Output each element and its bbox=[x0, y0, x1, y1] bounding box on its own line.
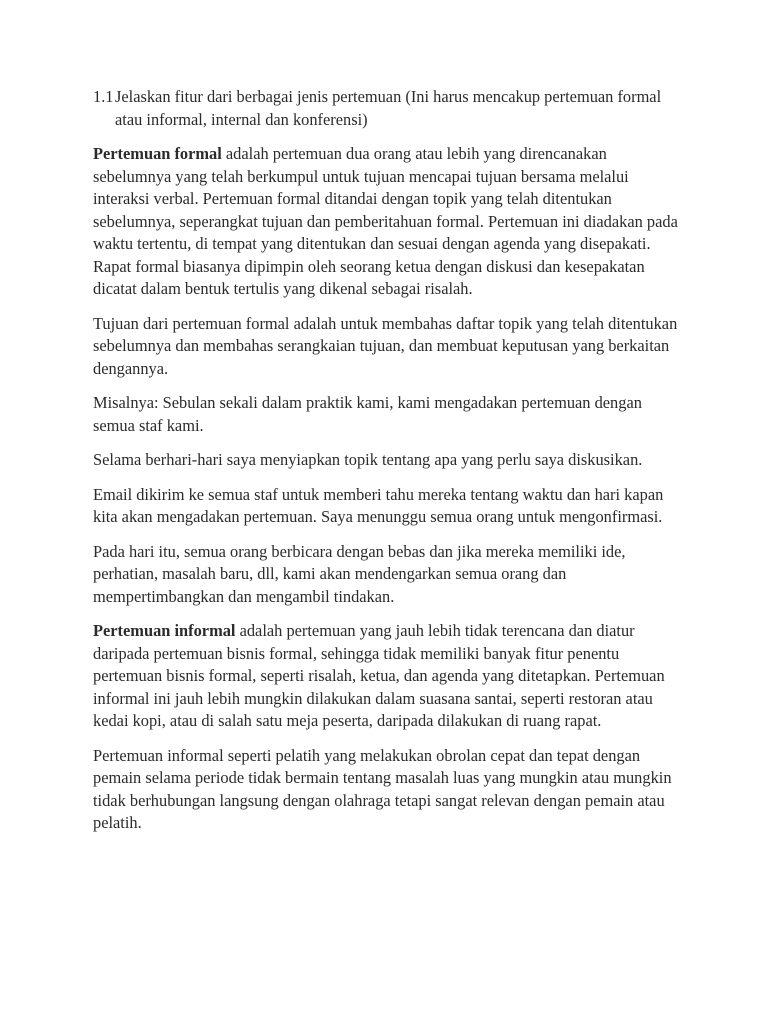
paragraph-informal-example bbox=[93, 745, 687, 835]
section-heading bbox=[93, 86, 687, 131]
paragraph-text: Pada hari itu, semua orang berbicara dengan bebas dan jika mereka memiliki ide, perhatian, masalah baru, dll, kami akan mendengarkan semua orang dan mempertimbangkan dan mengambil tindakan. bbox=[93, 541, 626, 606]
paragraph-preparation bbox=[93, 449, 687, 472]
section-heading-text: Jelaskan fitur dari berbagai jenis pertemuan (Ini harus mencakup pertemuan formal atau informal, internal dan konferensi) bbox=[115, 87, 662, 129]
paragraph-example bbox=[93, 392, 687, 437]
paragraph-text: adalah pertemuan yang jauh lebih tidak terencana dan diatur daripada pertemuan bisnis formal, sehingga tidak memiliki banyak fitur penentu pertemuan bisnis formal, seperti risalah, ketua, dan agenda yang ditetapkan. Pertemuan informal ini jauh lebih mungkin dilakukan dalam suasana santai, seperti restoran atau kedai kopi, atau di salah satu meja peserta, daripada dilakukan di ruang rapat. bbox=[93, 621, 665, 730]
paragraph-formal-purpose bbox=[93, 313, 687, 381]
document-page bbox=[93, 86, 687, 847]
paragraph-text: Selama berhari-hari saya menyiapkan topik tentang apa yang perlu saya diskusikan. bbox=[93, 450, 643, 469]
paragraph-text: Misalnya: Sebulan sekali dalam praktik kami, kami mengadakan pertemuan dengan semua staf kami. bbox=[93, 393, 642, 435]
section-number: 1.1 bbox=[93, 87, 114, 106]
paragraph-text: Tujuan dari pertemuan formal adalah untuk membahas daftar topik yang telah ditentukan sebelumnya dan membahas serangkaian tujuan, dan membuat keputusan yang berkaitan dengannya. bbox=[93, 313, 678, 378]
bold-term: Pertemuan informal bbox=[93, 621, 236, 640]
paragraph-email bbox=[93, 484, 687, 529]
paragraph-text: Pertemuan informal seperti pelatih yang melakukan obrolan cepat dan tepat dengan pemain selama periode tidak bermain tentang masalah luas yang mungkin atau mungkin tidak berhubungan langsung dengan olahraga tetapi sangat relevan dengan pemain atau pelatih. bbox=[93, 745, 672, 832]
bold-term: Pertemuan formal bbox=[93, 144, 222, 163]
paragraph-text: adalah pertemuan dua orang atau lebih yang direncanakan sebelumnya yang telah berkumpul untuk tujuan mencapai tujuan bersama melalui interaksi verbal. Pertemuan formal ditandai dengan topik yang telah ditentukan sebelumnya, seperangkat tujuan dan pemberitahuan formal. Pertemuan ini diadakan pada waktu tertentu, di tempat yang ditentukan dan sesuai dengan agenda yang disepakati. Rapat formal biasanya dipimpin oleh seorang ketua dengan diskusi dan kesepakatan dicatat dalam bentuk tertulis yang dikenal sebagai risalah. bbox=[93, 144, 678, 298]
paragraph-text: Email dikirim ke semua staf untuk memberi tahu mereka tentang waktu dan hari kapan kita akan mengadakan pertemuan. Saya menunggu semua orang untuk mengonfirmasi. bbox=[93, 484, 664, 526]
paragraph-meeting-day bbox=[93, 541, 687, 609]
paragraph-formal-definition bbox=[93, 143, 687, 301]
paragraph-informal-definition bbox=[93, 620, 687, 733]
